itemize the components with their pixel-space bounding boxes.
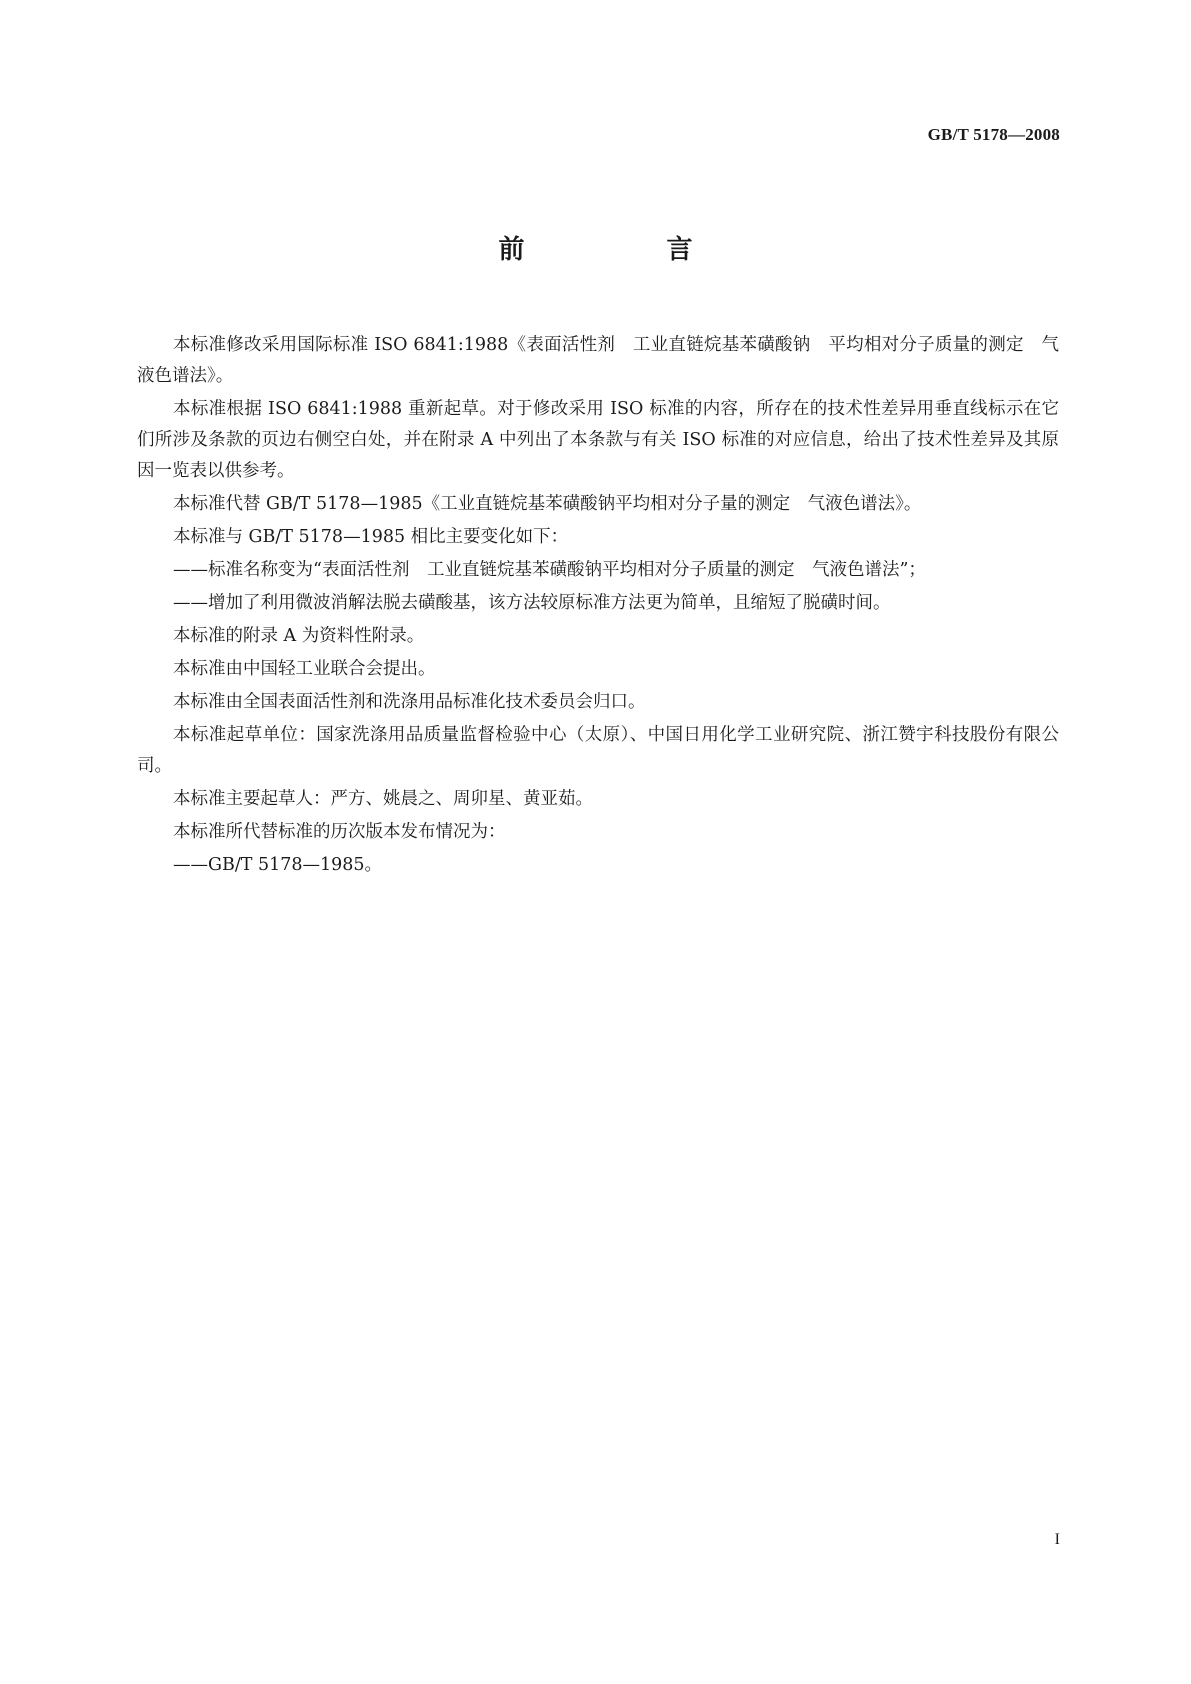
list-item-change-title: ——标准名称变为“表面活性剂 工业直链烷基苯磺酸钠平均相对分子质量的测定 气液色谱法”；	[173, 560, 926, 580]
page-title: 前 言	[498, 235, 751, 265]
paragraph-history-intro: 本标准所代替标准的历次版本发布情况为：	[173, 822, 506, 842]
paragraph-proposer: 本标准由中国轻工业联合会提出。	[173, 659, 436, 679]
paragraph-drafters: 本标准主要起草人：严方、姚晨之、周卯星、黄亚茹。	[173, 789, 593, 809]
paragraph-drafting-units: 本标准起草单位：国家洗涤用品质量监督检验中心（太原）、中国日用化学工业研究院、浙江赞宇科技股份有限公司。	[137, 725, 1059, 776]
paragraph-adoption: 本标准修改采用国际标准 ISO 6841:1988《表面活性剂 工业直链烷基苯磺酸钠 平均相对分子质量的测定 气液色谱法》。	[137, 335, 1059, 386]
foreword-body	[137, 330, 1059, 883]
list-item-history-version: ——GB/T 5178—1985。	[173, 855, 383, 875]
list-item-change-microwave: ——增加了利用微波消解法脱去磺酸基，该方法较原标准方法更为简单，且缩短了脱磺时间。	[173, 593, 891, 613]
paragraph-committee: 本标准由全国表面活性剂和洗涤用品标准化技术委员会归口。	[173, 692, 646, 712]
paragraph-annex: 本标准的附录 A 为资料性附录。	[173, 626, 425, 646]
page-number: I	[1054, 1531, 1060, 1548]
paragraph-drafting-basis: 本标准根据 ISO 6841:1988 重新起草。对于修改采用 ISO 标准的内容，所存在的技术性差异用垂直线标示在它们所涉及条款的页边右侧空白处，并在附录 A 中列出了本条款与有关 ISO 标准的对应信息，给出了技术性差异及其原因一览表以供参考。	[137, 399, 1059, 481]
standard-code: GB/T 5178—2008	[927, 125, 1060, 144]
paragraph-changes-intro: 本标准与 GB/T 5178—1985 相比主要变化如下：	[173, 527, 569, 547]
paragraph-replaces: 本标准代替 GB/T 5178—1985《工业直链烷基苯磺酸钠平均相对分子量的测定 气液色谱法》。	[173, 494, 922, 514]
